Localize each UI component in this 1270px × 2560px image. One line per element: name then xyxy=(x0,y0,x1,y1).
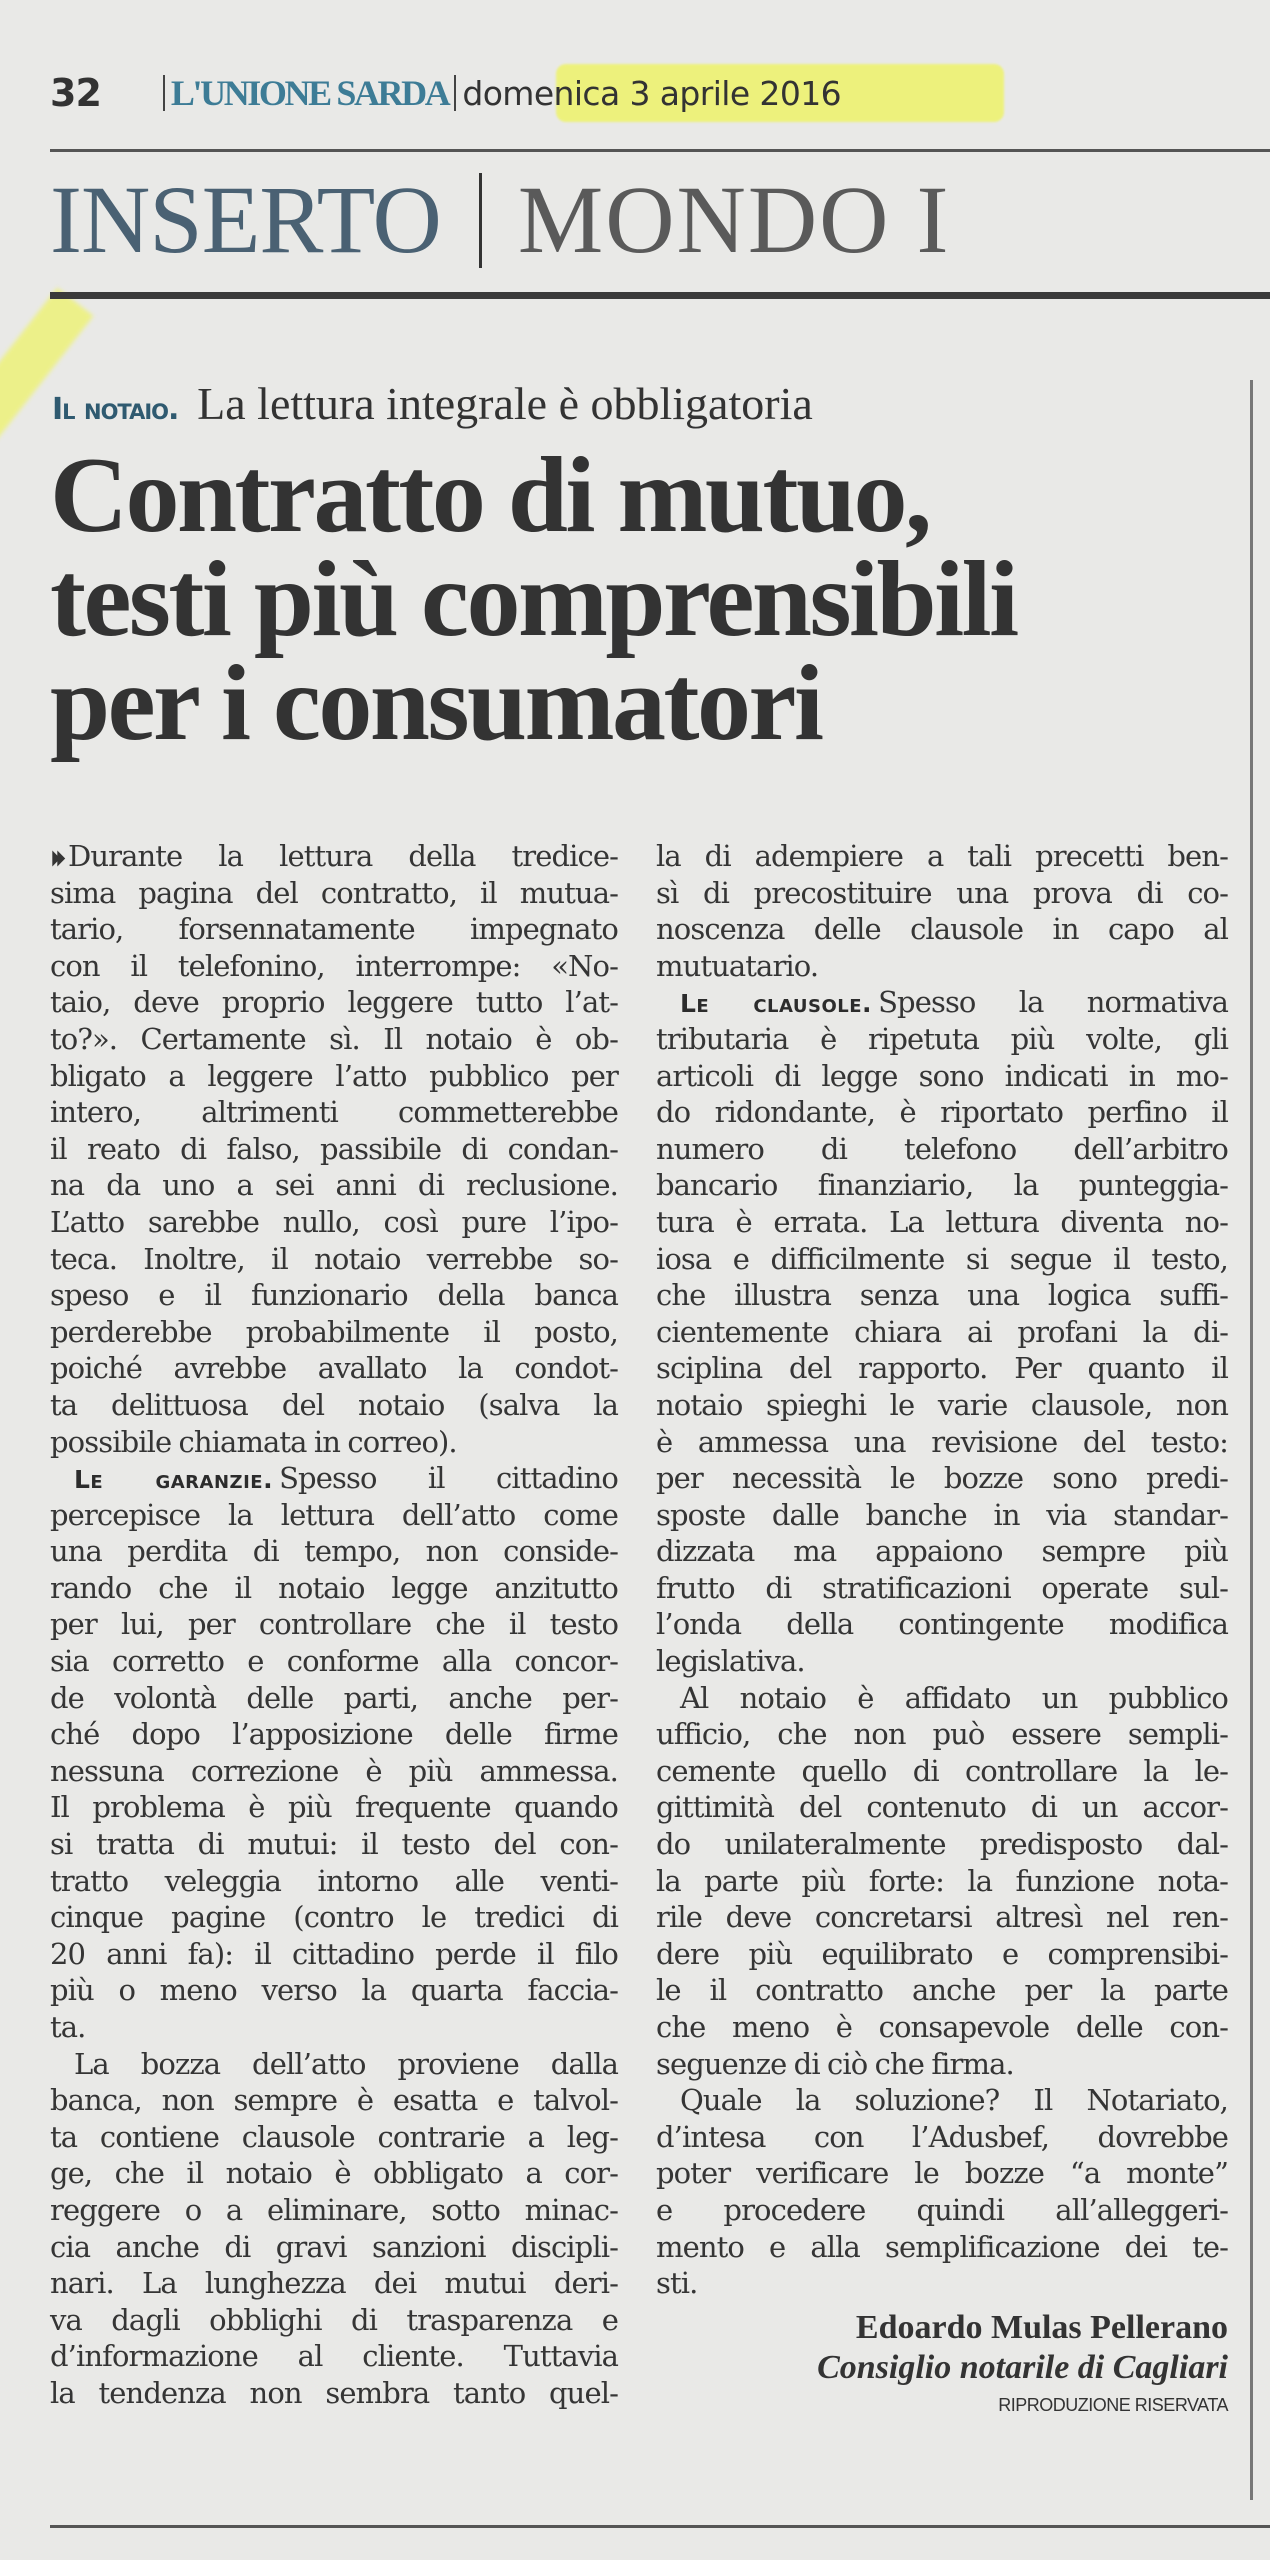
text-line: ufficio, che non può essere sempli- xyxy=(656,1717,1228,1752)
text-line: sti. xyxy=(656,2266,698,2301)
text-line: speso e il funzionario della banca xyxy=(50,1278,618,1313)
masthead: L'UNIONE SARDA xyxy=(170,73,449,113)
text-line: d’intesa con l’Adusbef, dovrebbe xyxy=(656,2119,1228,2154)
text-line: tratto veleggia intorno alle venti- xyxy=(50,1863,618,1898)
text-line: per necessità le bozze sono predi- xyxy=(656,1461,1228,1496)
text-line: tributaria è ripetuta più volte, gli xyxy=(656,1021,1228,1056)
text-line: per lui, per controllare che il testo xyxy=(50,1607,618,1642)
text-line: seguenze di ciò che firma. xyxy=(656,2046,1014,2081)
text-line: sia corretto e conforme alla concor- xyxy=(50,1644,618,1679)
text-line: la di adempiere a tali precetti ben- xyxy=(656,839,1228,873)
text-line: gittimità del contenuto di un accor- xyxy=(656,1790,1228,1825)
text-line: nari. La lunghezza dei mutui deri- xyxy=(50,2266,618,2301)
text-line: teca. Inoltre, il notaio verrebbe so- xyxy=(50,1241,618,1276)
subhead-clausole: Le clausole. xyxy=(680,989,873,1019)
text-line: articoli di legge sono indicati in mo- xyxy=(656,1058,1228,1093)
text-line: L’atto sarebbe nullo, così pure l’ipo- xyxy=(50,1204,618,1239)
text-line: va dagli obblighi di trasparenza e xyxy=(50,2302,618,2337)
issue-date: domenica 3 aprile 2016 xyxy=(462,73,842,113)
text-line: che illustra senza una logica suffi- xyxy=(656,1278,1228,1313)
text-line: tura è errata. La lettura diventa no- xyxy=(656,1204,1228,1239)
lead-arrows-icon: ⏵⏵ xyxy=(50,847,61,872)
subhead-line: Le garanzie. Spesso il cittadino xyxy=(74,1461,618,1496)
text-line: e procedere quindi all’alleggeri- xyxy=(656,2192,1228,2227)
subhead-line: Le clausole. Spesso la normativa xyxy=(680,985,1229,1020)
text-line: 20 anni fa): il cittadino perde il filo xyxy=(50,1936,618,1971)
article-column-right xyxy=(656,838,1228,2422)
kicker-text: La lettura integrale è obbligatoria xyxy=(197,378,813,429)
headline-line: Contratto di mutuo, xyxy=(50,436,930,555)
text-line: dere più equilibrato e comprensibi- xyxy=(656,1936,1228,1971)
top-rule xyxy=(50,149,1270,152)
text-line: cia anche di gravi sanzioni discipli- xyxy=(50,2229,618,2264)
text-line: la parte più forte: la funzione nota- xyxy=(656,1863,1228,1898)
text-line: rando che il notaio legge anzitutto xyxy=(50,1570,618,1605)
text-line: legislativa. xyxy=(656,1644,805,1679)
text-line: tario, forsennatamente impegnato xyxy=(50,912,618,947)
text-line: na da uno a sei anni di reclusione. xyxy=(50,1168,618,1203)
text-line: mutuatario. xyxy=(656,948,819,983)
text-line: do ridondante, è riportato perfino il xyxy=(656,1095,1228,1130)
text-line: Il problema è più frequente quando xyxy=(50,1790,618,1825)
text-line: poter verificare le bozze “a monte” xyxy=(656,2156,1228,2191)
text-line: bancario finanziario, la punteggia- xyxy=(656,1168,1228,1203)
text-line: to?». Certamente sì. Il notaio è ob- xyxy=(50,1021,618,1056)
text-line: sciplina del rapporto. Per quanto il xyxy=(656,1351,1228,1386)
text-line: perderebbe probabilmente il posto, xyxy=(50,1314,618,1349)
text-line: con il telefonino, interrompe: «No- xyxy=(50,948,618,983)
text-line: ché dopo l’apposizione delle firme xyxy=(50,1717,618,1752)
copyright-notice: RIPRODUZIONE RISERVATA xyxy=(998,2394,1228,2415)
text-line: più o meno verso la quarta faccia- xyxy=(50,1973,618,2008)
text-line: Quale la soluzione? Il Notariato, xyxy=(680,2083,1228,2118)
section-name: INSERTO xyxy=(50,166,441,273)
text-line: La bozza dell’atto proviene dalla xyxy=(74,2046,618,2081)
text-line: taio, deve proprio leggere tutto l’at- xyxy=(50,985,618,1020)
subhead-garanzie: Le garanzie. xyxy=(74,1465,274,1495)
section-separator xyxy=(479,173,482,268)
text-line: de volontà delle parti, anche per- xyxy=(50,1680,618,1715)
text-line: ta delittuosa del notaio (salva la xyxy=(50,1387,618,1422)
text-line: ge, che il notaio è obbligato a cor- xyxy=(50,2156,618,2191)
author-name: Edoardo Mulas Pellerano xyxy=(855,2308,1228,2346)
kicker-label: Il notaio. xyxy=(52,392,179,427)
author-affiliation: Consiglio notarile di Cagliari xyxy=(817,2348,1228,2386)
text-line: numero di telefono dell’arbitro xyxy=(656,1131,1228,1166)
text-line: intero, altrimenti commetterebbe xyxy=(50,1095,618,1130)
text-line: l’onda della contingente modifica xyxy=(656,1607,1228,1642)
text-line: è ammessa una revisione del testo: xyxy=(656,1424,1228,1459)
text-line: cientemente chiara ai profani la di- xyxy=(656,1314,1228,1349)
text-line: mento e alla semplificazione dei te- xyxy=(656,2229,1228,2264)
text-line: ta. xyxy=(50,2010,86,2044)
article-column-left xyxy=(50,838,618,2412)
headline-line: per i consumatori xyxy=(50,644,822,763)
text-line: Al notaio è affidato un pubblico xyxy=(680,1680,1228,1715)
headline xyxy=(50,436,1250,763)
text-line: iosa e difficilmente si segue il testo, xyxy=(656,1241,1228,1276)
column-rule xyxy=(1250,380,1253,2500)
text-line: ⏵⏵ Durante la lettura della tredice- xyxy=(50,839,618,873)
text-line: poiché avrebbe avallato la condot- xyxy=(50,1351,618,1386)
headline-line: testi più comprensibili xyxy=(50,540,1017,659)
text-line: la tendenza non sembra tanto quel- xyxy=(50,2375,618,2410)
text-line: una perdita di tempo, non conside- xyxy=(50,1534,618,1569)
text-line: noscenza delle clausole in capo al xyxy=(656,912,1228,947)
text-line: che meno è consapevole delle con- xyxy=(656,2010,1228,2044)
text-line: frutto di stratificazioni operate sul- xyxy=(656,1570,1228,1605)
text-line: d’informazione al cliente. Tuttavia xyxy=(50,2339,618,2374)
bottom-rule xyxy=(50,2525,1270,2528)
text-line: bligato a leggere l’atto pubblico per xyxy=(50,1058,618,1093)
text-line: cinque pagine (contro le tredici di xyxy=(50,1900,618,1935)
text-line: dizzata ma appaiono sempre più xyxy=(656,1534,1228,1569)
text-line: nessuna correzione è più ammessa. xyxy=(50,1753,618,1788)
section-banner xyxy=(50,160,950,280)
text-line: ta contiene clausole contrarie a leg- xyxy=(50,2119,618,2154)
text-line: le il contratto anche per la parte xyxy=(656,1973,1228,2008)
text-line: sì di precostituire una prova di co- xyxy=(656,875,1228,910)
text-line: cemente quello di controllare la le- xyxy=(656,1753,1228,1788)
section-subtitle: MONDO I xyxy=(517,166,951,273)
text-line: rile deve concretarsi altresì nel ren- xyxy=(656,1900,1228,1935)
kicker xyxy=(52,376,813,438)
text-line: reggere o a eliminare, sotto minac- xyxy=(50,2192,618,2227)
text-line: il reato di falso, passibile di condan- xyxy=(50,1131,618,1166)
folio-separator xyxy=(163,75,165,111)
text-line: si tratta di mutui: il testo del con- xyxy=(50,1827,618,1862)
section-rule xyxy=(50,292,1270,299)
text-line: sposte dalle banche in via standar- xyxy=(656,1497,1228,1532)
text-line: sima pagina del contratto, il mutua- xyxy=(50,875,618,910)
page-number: 32 xyxy=(50,71,101,115)
text-line: banca, non sempre è esatta e talvol- xyxy=(50,2083,618,2118)
page-folio xyxy=(50,68,841,118)
text-line: possibile chiamata in correo). xyxy=(50,1424,457,1459)
text-line: percepisce la lettura dell’atto come xyxy=(50,1497,618,1532)
text-line: notaio spieghi le varie clausole, non xyxy=(656,1387,1228,1422)
folio-separator xyxy=(454,75,456,111)
text-line: do unilateralmente predisposto dal- xyxy=(656,1827,1228,1862)
